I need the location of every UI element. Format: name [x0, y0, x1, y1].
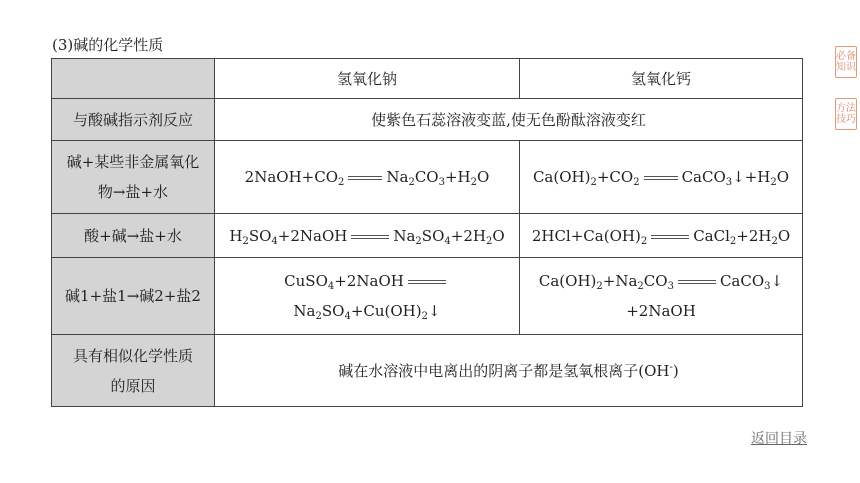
row-label-indicator: 与酸碱指示剂反应	[52, 99, 215, 141]
table-header-row	[52, 59, 803, 99]
table-row	[52, 99, 803, 141]
reason-close-paren: )	[672, 361, 679, 380]
equation-hcl-caoh2: $2HCl+Ca(OH)_2$ $CaCl_2+2H_2O$	[520, 214, 803, 258]
base-properties-table	[51, 58, 803, 407]
row-label-line: 碱+某些非金属氧化	[66, 153, 200, 171]
row-label-neutralization: 酸+碱→盐+水	[52, 214, 215, 258]
equation-h2so4-naoh: $H_2SO_4+2NaOH$ $Na_2SO_4+2H_2O$	[215, 214, 520, 258]
reason-text-main: 碱在水溶液中电离出的阴离子都是氢氧根离子(OH	[338, 361, 670, 380]
table-row	[52, 335, 803, 407]
header-blank-cell	[52, 59, 215, 99]
equation-caoh2-co2: $Ca(OH)_2+CO_2$ $CaCO_3↓+H_2O$	[520, 141, 803, 214]
equation-caoh2-na2co3: $Ca(OH)_2+Na_2CO_3$ CaCO$_3$↓ +2NaOH	[520, 258, 803, 335]
tab-method-skills[interactable]: 方法技巧	[835, 98, 857, 130]
equals-sign	[351, 235, 389, 239]
equals-sign	[408, 280, 446, 284]
equals-sign	[644, 176, 678, 180]
equation-naoh-co2: $2NaOH+CO_2$ $Na_2CO_3+H_2O$	[215, 141, 520, 214]
row-label-base-salt: 碱1+盐1→碱2+盐2	[52, 258, 215, 335]
row-label-nonmetal-oxide	[52, 141, 215, 214]
header-caoh2: 氢氧化钙	[520, 59, 803, 99]
back-to-contents-link[interactable]: 返回目录	[751, 431, 807, 447]
table-row	[52, 258, 803, 335]
header-naoh: 氢氧化钠	[215, 59, 520, 99]
row-label-line: 具有相似化学性质	[72, 346, 193, 365]
row-label-reason	[52, 335, 215, 407]
equals-sign	[348, 176, 382, 180]
indicator-reaction-text: 使紫色石蕊溶液变蓝,使无色酚酞溶液变红	[215, 99, 803, 141]
equation-cuso4-naoh: $CuSO_4+2NaOHNa_2SO_4+Cu(OH)_2↓$	[215, 258, 520, 335]
table-row	[52, 214, 803, 258]
row-label-line: 物→盐+水	[97, 183, 169, 201]
row-label-line: 的原因	[110, 376, 156, 395]
ion-charge: -	[669, 361, 673, 373]
tab-essential-knowledge[interactable]: 必备知识	[835, 46, 857, 78]
table-row	[52, 141, 803, 214]
reason-text	[215, 335, 803, 407]
equals-sign	[678, 280, 716, 284]
equals-sign	[651, 235, 689, 239]
section-heading: (3)碱的化学性质	[52, 36, 164, 54]
